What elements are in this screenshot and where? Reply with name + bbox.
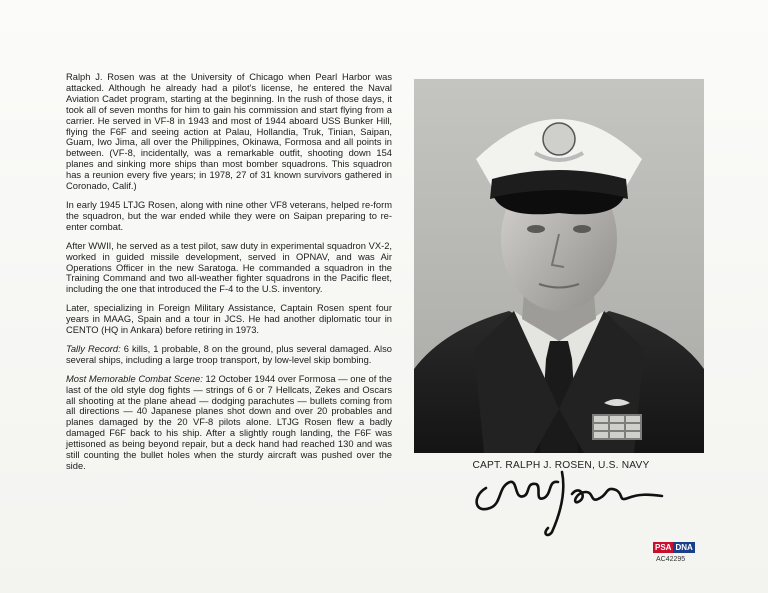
tally-record — [66, 344, 392, 366]
combat-label: Most Memorable Combat Scene: — [66, 373, 203, 384]
bio-paragraph-1: Ralph J. Rosen was at the University of Chicago when Pearl Harbor was attacked. Although he already had a pilot's license, he entered the Naval Aviation Cadet program, starting at the beginning. In the rush of those days, it took all of seven months for him to gain his commission and start flying from a carrier. He served in VF-8 in 1943 and most of 1944 aboard USS Bunker Hill, flying the F6F and seeing action at Palau, Hollandia, Truk, Tinian, Saipan, Guam, Iwo Jima, all over the Philippines, Okinawa, Formosa and all points in between. (VF-8, incidentally, was a remarkable outfit, shooting down 154 planes and sinking more ships than most bomber squadrons. This squadron has a reunion every five years; in 1978, 27 of 31 known survivors gathered in Coronado, Calif.) — [66, 72, 392, 192]
bio-paragraph-4: Later, specializing in Foreign Military Assistance, Captain Rosen spent four years in MAAG, Spain and a tour in JCS. He had another diplomatic tour in CENTO (HQ in Ankara) before retiring in 1973. — [66, 303, 392, 336]
portrait-illustration — [414, 79, 704, 453]
tally-text: 6 kills, 1 probable, 8 on the ground, plus several damaged. Also several ships, including a large troop transport, by low-level skip bombing. — [66, 343, 392, 365]
psa-logo-left: PSA — [655, 543, 672, 552]
biography-text — [66, 72, 392, 480]
tally-label: Tally Record: — [66, 343, 121, 354]
portrait-photo — [414, 79, 704, 453]
combat-text: 12 October 1944 over Formosa — one of the last of the old style dog fights — strings of 6 or 7 Hellcats, Zekes and Oscars all shooting at the plane ahead — dodging parachutes — bullets coming from all directions — 40 Japanese planes shot down and over 20 probables and planes damaged by the 20 VF-8 pilots alone. LTJG Rosen flew a badly damaged F6F back to his ship. After a slightly rough landing, the F6F was jettisoned as being beyond repair, but a deck hand had reached 130 and was still counting the bullet holes when the sturdy aircraft was pushed over the side. — [66, 373, 392, 471]
bio-paragraph-2: In early 1945 LTJG Rosen, along with nine other VF8 veterans, helped re-form the squadron, but the war ended while they were on Saipan preparing to re-enter combat. — [66, 199, 392, 232]
certificate-number: AC42295 — [656, 556, 686, 563]
psa-logo-right: DNA — [675, 543, 693, 552]
autograph-signature — [468, 448, 668, 540]
combat-scene — [66, 374, 392, 472]
psa-dna-logo — [653, 542, 695, 553]
photo-caption: CAPT. RALPH J. ROSEN, U.S. NAVY — [472, 460, 650, 471]
bio-paragraph-3: After WWII, he served as a test pilot, saw duty in experimental squadron VX-2, worked in guided missile development, served in OPNAV, and was Air Operations Officer in the new Saratoga. He commanded a squadron in the Training Command and two all-weather fighter squadrons in the Pacific fleet, including the one that introduced the F-4 to the U.S. inventory. — [66, 240, 392, 295]
